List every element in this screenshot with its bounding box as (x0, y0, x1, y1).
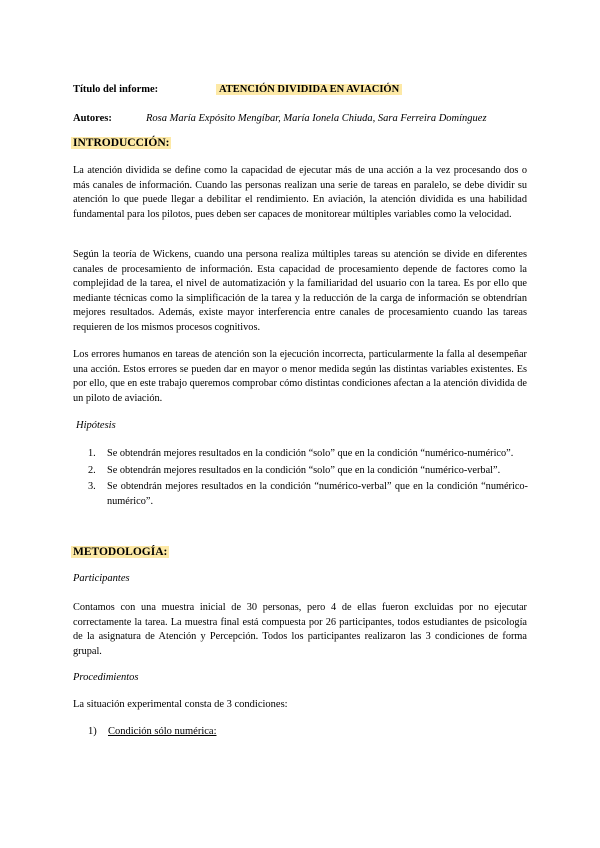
hypotheses-list (88, 447, 528, 511)
hypothesis-item (88, 447, 528, 462)
intro-paragraph-3: Los errores humanos en tareas de atención son la ejecución incorrecta, particularmente la falla al desempeñar una acción. Estos errores se pueden dar en mayor o menor medida según las distintas variables existentes. Es por ello, que en este trabajo queremos comprobar cómo distintas condiciones afectan a la atención dividida de un piloto de aviación. (73, 349, 527, 404)
intro-paragraph-1: La atención dividida se define como la capacidad de ejecutar más de una acción a la vez procesando dos o más canales de información. Cuando las personas realizan una serie de tareas en paralelo, se debe dividir su atención lo que puede llegar a debilitar el rendimiento. En aviación, la atención dividida es una habilidad fundamental para los pilotos, pues deben ser capaces de monitorear múltiples variables como la velocidad. (73, 165, 527, 220)
procedures-heading: Procedimientos (73, 672, 139, 683)
method-heading: METODOLOGÍA: (73, 546, 168, 558)
hypothesis-text: Se obtendrán mejores resultados en la condición “solo” que en la condición “numérico-numérico”. (107, 448, 514, 459)
condition-number: 1) (88, 726, 97, 737)
hypothesis-text: Se obtendrán mejores resultados en la condición “solo” que en la condición “numérico-verbal”. (107, 464, 501, 476)
hypotheses-heading: Hipótesis (76, 420, 116, 431)
intro-paragraph-2: Según la teoría de Wickens, cuando una persona realiza múltiples tareas su atención se divide en diferentes canales de procesamiento de información. Esta capacidad de procesamiento depende de factores como la complejidad de la tarea, el nivel de automatización y la familiaridad del usuario con la tarea. Es por ello que mediante técnicas como la simplificación de la tarea y la reducción de la carga de información se obtendrían mejores resultados. Además, existe mayor interferencia entre canales de procesamiento cuando las tareas requieren de los mismos procesos cognitivos. (73, 249, 527, 333)
hypothesis-number: 1. (88, 448, 96, 459)
hypothesis-number: 3. (88, 481, 96, 493)
hypothesis-text: Se obtendrán mejores resultados en la condición “numérico-verbal” que en la condición “numérico-numérico”. (107, 481, 528, 507)
condition-title: Condición sólo numérica: (108, 726, 217, 737)
authors-label: Autores: (73, 113, 112, 124)
participants-paragraph: Contamos con una muestra inicial de 30 personas, pero 4 de ellas fueron excluidas por no ejecutar correctamente la tarea. La muestra final está compuesta por 26 participantes, todos estudiantes de psicología de la asignatura de Atención y Percepción. Todos los participantes realizaron las 3 condiciones de forma grupal. (73, 602, 527, 657)
authors-value: Rosa María Expósito Mengíbar, María Ionela Chiuda, Sara Ferreira Domínguez (146, 113, 487, 124)
procedures-paragraph: La situación experimental consta de 3 condiciones: (73, 699, 288, 710)
participants-heading: Participantes (73, 573, 130, 584)
hypothesis-item (88, 464, 528, 479)
report-title-value: ATENCIÓN DIVIDIDA EN AVIACIÓN (216, 84, 402, 95)
hypothesis-number: 2. (88, 464, 96, 476)
intro-heading: INTRODUCCIÓN: (73, 137, 170, 149)
report-title-label: Título del informe: (73, 84, 159, 95)
hypothesis-item (88, 480, 528, 509)
